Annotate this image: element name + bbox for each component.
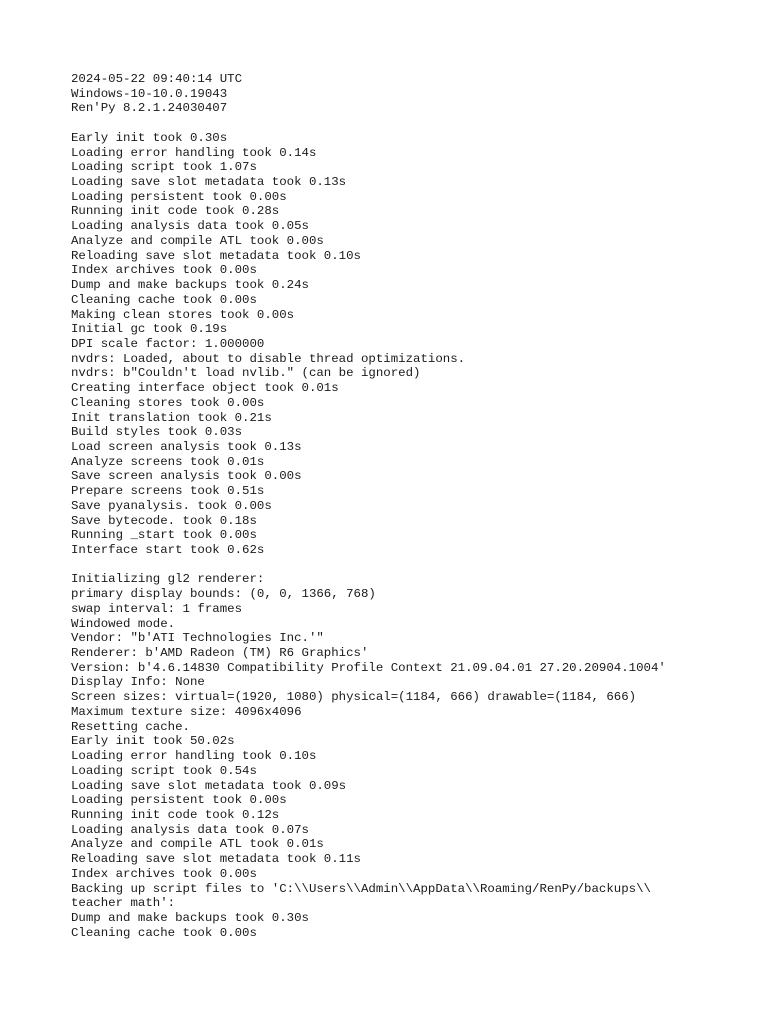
log-line: Version: b'4.6.14830 Compatibility Profile Context 21.09.04.01 27.20.20904.1004' (71, 660, 666, 675)
log-line: Cleaning cache took 0.00s (71, 292, 257, 307)
log-line: Windows-10-10.0.19043 (71, 86, 228, 101)
log-line: Cleaning stores took 0.00s (71, 395, 265, 410)
log-line: Cleaning cache took 0.00s (71, 925, 257, 940)
log-line: Screen sizes: virtual=(1920, 1080) physical=(1184, 666) drawable=(1184, 666) (71, 690, 637, 705)
log-line: Early init took 0.30s (71, 130, 228, 145)
log-line: Load screen analysis took 0.13s (71, 439, 302, 454)
log-line: DPI scale factor: 1.000000 (71, 336, 265, 351)
log-line: Analyze and compile ATL took 0.01s (71, 837, 324, 852)
log-line: primary display bounds: (0, 0, 1366, 768) (71, 587, 376, 602)
log-line: Analyze and compile ATL took 0.00s (71, 233, 324, 248)
blank-line (71, 116, 751, 131)
log-line: Running _start took 0.00s (71, 528, 257, 543)
log-line: Loading save slot metadata took 0.13s (71, 175, 347, 190)
log-line: Early init took 50.02s (71, 734, 235, 749)
log-line: Display Info: None (71, 675, 205, 690)
log-line: Save bytecode. took 0.18s (71, 513, 257, 528)
log-text-block (71, 72, 751, 940)
log-line: Dump and make backups took 0.24s (71, 278, 309, 293)
log-line: Interface start took 0.62s (71, 543, 265, 557)
log-line: Build styles took 0.03s (71, 425, 243, 440)
log-line: Initializing gl2 renderer: (71, 572, 265, 587)
log-line: Resetting cache. (71, 719, 190, 734)
log-line: Analyze screens took 0.01s (71, 454, 265, 469)
log-line: Vendor: "b'ATI Technologies Inc.'" (71, 631, 324, 646)
log-line: Loading analysis data took 0.07s (71, 822, 309, 837)
log-line: Backing up script files to 'C:\\Users\\Admin\\AppData\\Roaming/RenPy/backups\\ (71, 881, 651, 896)
log-line: Maximum texture size: 4096x4096 (71, 704, 302, 719)
log-line: Dump and make backups took 0.30s (71, 910, 309, 925)
log-line: Loading error handling took 0.10s (71, 749, 317, 764)
log-line: Loading script took 1.07s (71, 160, 257, 175)
log-line: Ren'Py 8.2.1.24030407 (71, 101, 228, 116)
log-line: Loading persistent took 0.00s (71, 793, 287, 808)
log-line: Save pyanalysis. took 0.00s (71, 498, 272, 513)
log-line: Save screen analysis took 0.00s (71, 469, 302, 484)
log-line: nvdrs: Loaded, about to disable thread optimizations. (71, 351, 466, 366)
log-line: Reloading save slot metadata took 0.11s (71, 852, 361, 867)
log-line: Index archives took 0.00s (71, 866, 257, 881)
log-line: Init translation took 0.21s (71, 410, 272, 425)
log-line: Loading save slot metadata took 0.09s (71, 778, 347, 793)
log-line: 2024-05-22 09:40:14 UTC (71, 72, 243, 86)
log-line: Index archives took 0.00s (71, 263, 257, 278)
log-line: Loading error handling took 0.14s (71, 145, 317, 160)
log-line: Loading script took 0.54s (71, 763, 257, 778)
blank-line (71, 558, 751, 573)
log-line: Running init code took 0.12s (71, 807, 280, 822)
log-line: Running init code took 0.28s (71, 204, 280, 219)
log-line: teacher math': (71, 896, 176, 911)
log-line: Prepare screens took 0.51s (71, 484, 265, 499)
log-line: Reloading save slot metadata took 0.10s (71, 248, 361, 263)
log-line: nvdrs: b"Couldn't load nvlib." (can be ignored) (71, 366, 421, 381)
log-line: Making clean stores took 0.00s (71, 307, 295, 322)
log-line: Initial gc took 0.19s (71, 322, 228, 337)
log-line: swap interval: 1 frames (71, 601, 243, 616)
log-line: Loading analysis data took 0.05s (71, 219, 309, 234)
log-line: Renderer: b'AMD Radeon (TM) R6 Graphics' (71, 646, 369, 661)
log-line: Windowed mode. (71, 616, 176, 631)
log-line: Loading persistent took 0.00s (71, 189, 287, 204)
log-line: Creating interface object took 0.01s (71, 381, 339, 396)
